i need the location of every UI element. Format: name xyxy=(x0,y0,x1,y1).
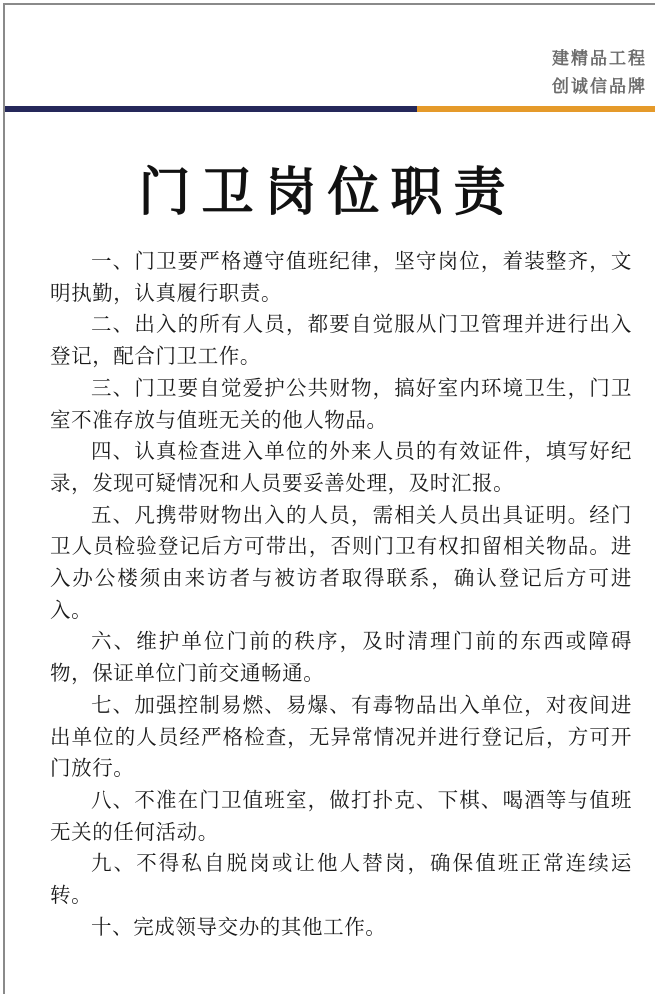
slogan-line-1: 建精品工程 xyxy=(552,49,647,69)
duty-list xyxy=(50,246,632,943)
duty-item: 七、加强控制易燃、易爆、有毒物品出入单位，对夜间进出单位的人员经严格检查，无异常情况并进行登记后，方可开门放行。 xyxy=(50,692,632,781)
duty-item: 五、凡携带财物出入的人员，需相关人员出具证明。经门卫人员检验登记后方可带出，否则门卫有权扣留相关物品。进入办公楼须由来访者与被访者取得联系，确认登记后方可进入。 xyxy=(50,502,632,622)
duty-item: 九、不得私自脱岗或让他人替岗，确保值班正常连续运转。 xyxy=(50,851,632,908)
slogan-line-2: 创诚信品牌 xyxy=(552,77,647,97)
duty-item: 八、不准在门卫值班室，做打扑克、下棋、喝酒等与值班无关的任何活动。 xyxy=(50,787,632,844)
duty-item: 二、出入的所有人员，都要自觉服从门卫管理并进行出入登记，配合门卫工作。 xyxy=(50,312,632,369)
header-divider-navy xyxy=(5,106,417,112)
duty-item: 六、维护单位门前的秩序，及时清理门前的东西或障碍物，保证单位门前交通畅通。 xyxy=(50,629,632,686)
duty-item: 一、门卫要严格遵守值班纪律，坚守岗位，着装整齐，文明执勤，认真履行职责。 xyxy=(50,249,632,305)
duty-item: 四、认真检查进入单位的外来人员的有效证件，填写好纪录，发现可疑情况和人员要妥善处理，及时汇报。 xyxy=(50,439,632,495)
header-divider-orange xyxy=(413,106,655,112)
page-title: 门卫岗位职责 xyxy=(138,163,517,223)
duty-item: 十、完成领导交办的其他工作。 xyxy=(91,914,387,939)
duty-item: 三、门卫要自觉爱护公共财物，搞好室内环境卫生，门卫室不准存放与值班无关的他人物品。 xyxy=(50,375,632,432)
